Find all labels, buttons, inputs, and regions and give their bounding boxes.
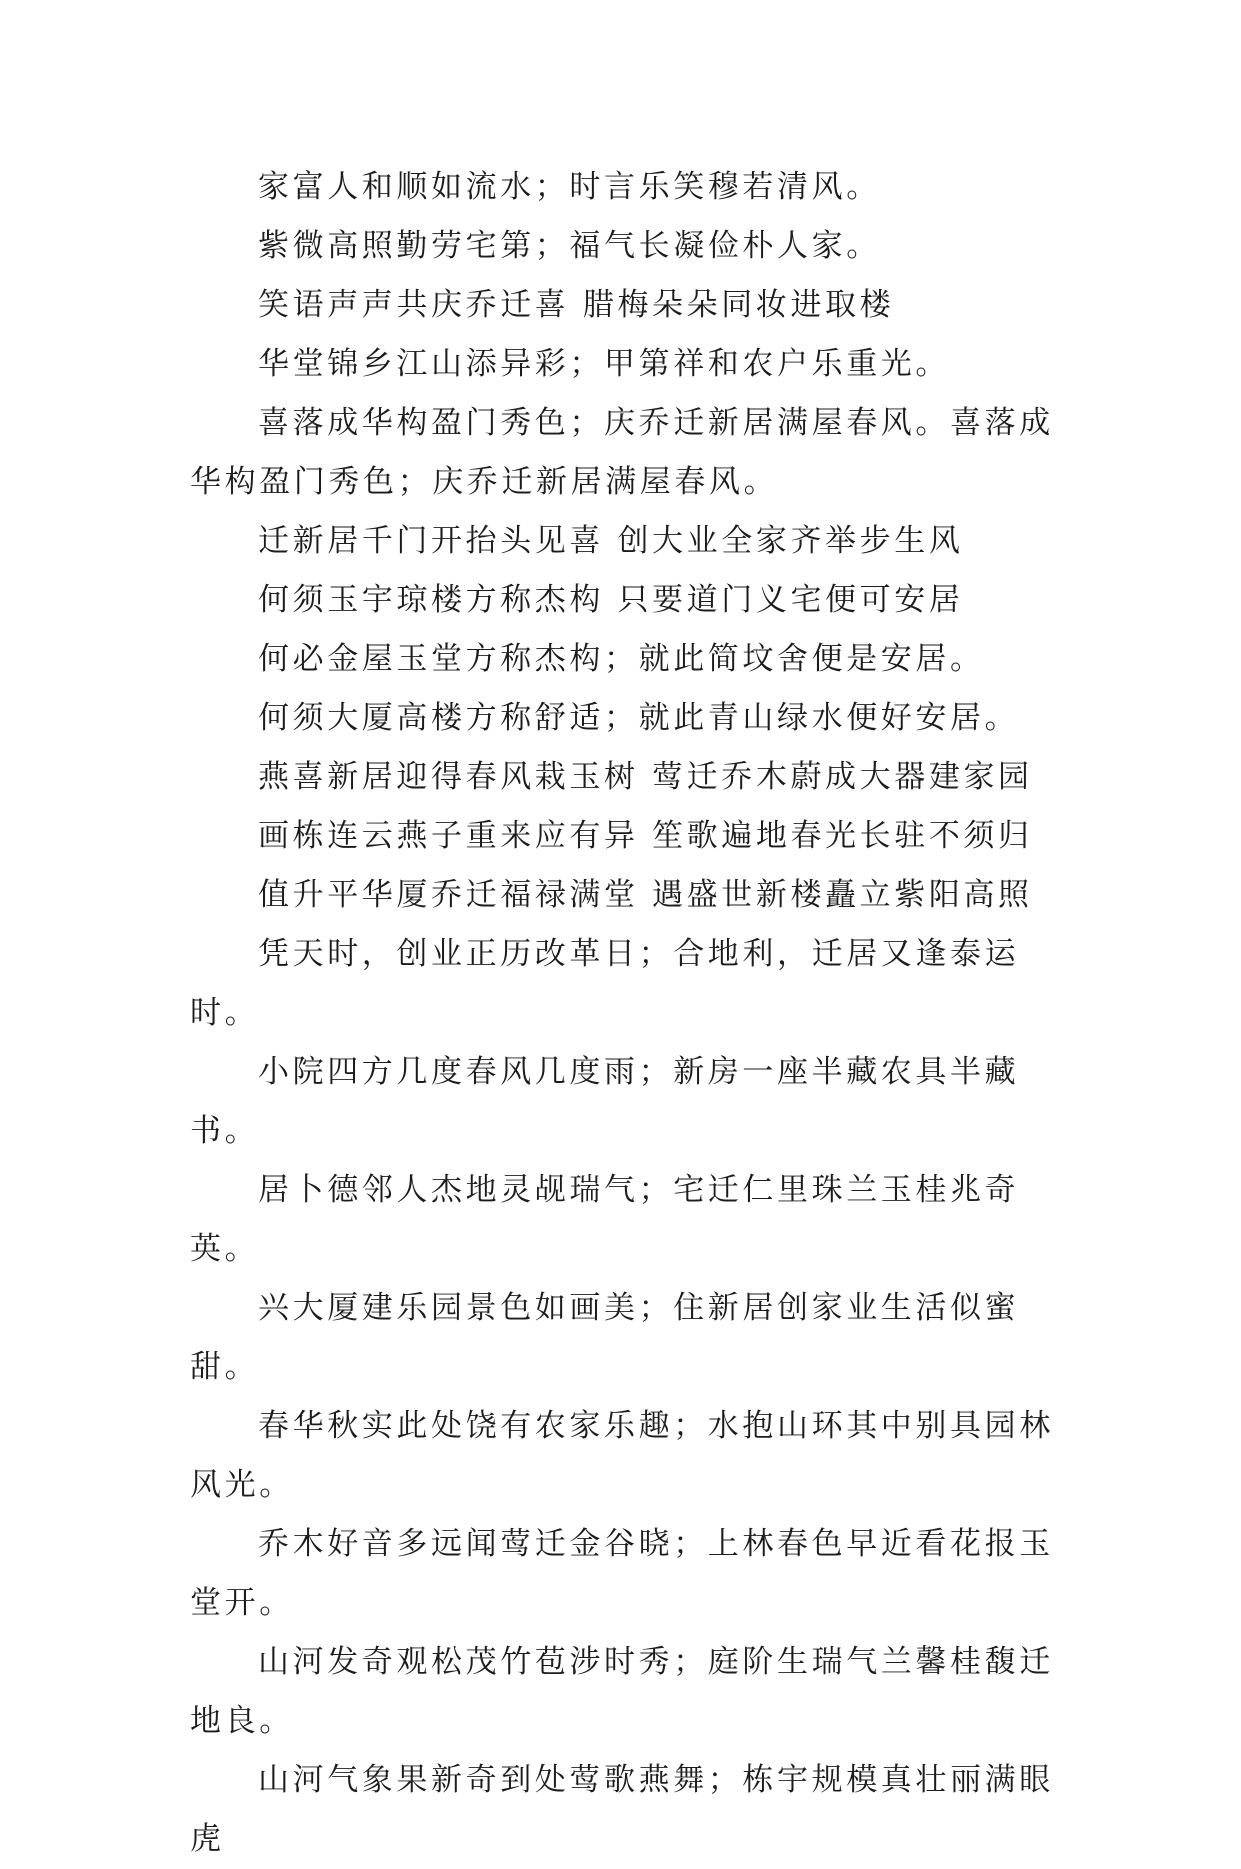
paragraph-9: 何须大厦高楼方称舒适；就此青山绿水便好安居。 [258,700,1020,736]
paragraph-18: 乔木好音多远闻莺迁金谷晓；上林春色早近看花报玉堂开。 [190,1526,1054,1621]
paragraph-19: 山河发奇观松茂竹苞涉时秀；庭阶生瑞气兰馨桂馥迁地良。 [190,1644,1054,1739]
paragraph-3: 笑语声声共庆乔迁喜 腊梅朵朵同妆进取楼 [258,287,895,323]
paragraph-6: 迁新居千门开抬头见喜 创大业全家齐举步生风 [258,523,964,559]
paragraph-7: 何须玉宇琼楼方称杰构 只要道门义宅便可安居 [258,582,964,618]
paragraph-2: 紫微高照勤劳宅第；福气长凝俭朴人家。 [258,228,881,264]
paragraph-11: 画栋连云燕子重来应有异 笙歌遍地春光长驻不须归 [258,818,1033,854]
paragraph-15: 居卜德邻人杰地灵觇瑞气；宅迁仁里珠兰玉桂兆奇英。 [190,1172,1020,1267]
paragraph-10: 燕喜新居迎得春风栽玉树 莺迁乔木蔚成大器建家园 [258,759,1033,795]
paragraph-5: 喜落成华构盈门秀色；庆乔迁新居满屋春风。喜落成华构盈门秀色；庆乔迁新居满屋春风。 [190,405,1054,500]
paragraph-16: 兴大厦建乐园景色如画美；住新居创家业生活似蜜甜。 [190,1290,1020,1385]
paragraph-8: 何必金屋玉堂方称杰构；就此简坟舍便是安居。 [258,641,985,677]
paragraph-4: 华堂锦乡江山添异彩；甲第祥和农户乐重光。 [258,346,950,382]
paragraph-12: 值升平华厦乔迁福禄满堂 遇盛世新楼矗立紫阳高照 [258,877,1033,913]
paragraph-13: 凭天时，创业正历改革日；合地利，迁居又逢泰运时。 [190,936,1020,1031]
paragraph-20: 山河气象果新奇到处莺歌燕舞；栋宇规模真壮丽满眼虎 [190,1762,1054,1857]
paragraph-14: 小院四方几度春风几度雨；新房一座半藏农具半藏书。 [190,1054,1020,1149]
paragraph-17: 春华秋实此处饶有农家乐趣；水抱山环其中别具园林风光。 [190,1408,1054,1503]
paragraph-1: 家富人和顺如流水；时言乐笑穆若清风。 [258,169,881,205]
document-body [190,158,1075,1869]
